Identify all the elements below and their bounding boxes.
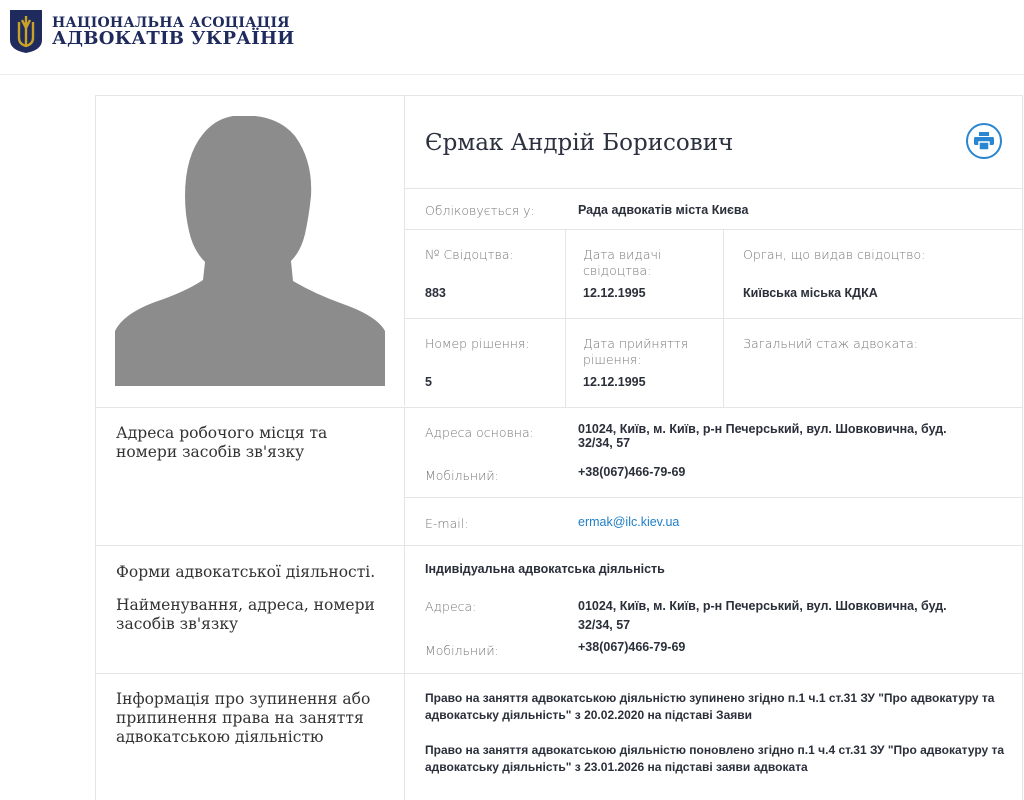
logo-line-1: НАЦІОНАЛЬНА АСОЦІАЦІЯ: [52, 15, 290, 31]
workplace-mobile-label: Мобільний:: [425, 468, 499, 483]
forms-details: [405, 546, 1022, 673]
forms-title-1: Форми адвокатської діяльності.: [116, 563, 376, 581]
workplace-contacts: [405, 408, 1022, 498]
cert-date-label: Дата видачі свідоцтва:: [583, 247, 662, 278]
workplace-email-row: [405, 498, 1022, 545]
logo-text: [52, 15, 295, 47]
forms-mobile-label: Мобільний:: [425, 643, 499, 658]
decision-row: [405, 319, 1022, 407]
emblem-icon: [8, 8, 44, 54]
photo-cell: [96, 96, 405, 406]
workplace-details: [405, 408, 1022, 545]
forms-address-value: 01024, Київ, м. Київ, р-н Печерський, вул. Шовковична, буд. 32/34, 57: [578, 599, 947, 632]
forms-title-cell: [96, 546, 405, 673]
workplace-title: Адреса робочого місця та номери засобів зв'язку: [116, 424, 328, 461]
logo-line-2: АДВОКАТІВ УКРАЇНИ: [52, 28, 295, 49]
decision-no-value: 5: [425, 375, 432, 389]
suspension-row: [96, 674, 1022, 800]
cert-issuer-label: Орган, що видав свідоцтво:: [743, 247, 926, 262]
suspension-entry-2: Право на заняття адвокатською діяльністю поновлено згідно п.1 ч.4 ст.31 ЗУ "Про адвокатуру та адвокатську діяльність" з 23.01.2026 на підставі заяви адвоката: [425, 743, 1005, 774]
print-button[interactable]: [966, 123, 1002, 159]
decision-date-value: 12.12.1995: [583, 375, 646, 389]
decision-no-label: Номер рішення:: [425, 336, 530, 351]
forms-title-2: Найменування, адреса, номери засобів зв'язку: [116, 596, 375, 633]
lawyer-name: Єрмак Андрій Борисович: [425, 130, 734, 156]
workplace-mobile-value: +38(067)466-79-69: [578, 465, 686, 479]
registered-row: [405, 189, 1022, 230]
forms-row: [96, 546, 1022, 674]
avatar-silhouette-icon: [115, 116, 385, 386]
printer-icon: [974, 132, 994, 150]
forms-mobile-value: +38(067)466-79-69: [578, 640, 686, 654]
site-header: [0, 0, 1024, 75]
registered-value: Рада адвокатів міста Києва: [578, 203, 749, 217]
workplace-title-cell: [96, 408, 405, 545]
certificate-row: [405, 230, 1022, 319]
profile-row: [96, 96, 1022, 408]
suspension-entry-1: Право на заняття адвокатською діяльністю зупинено згідно п.1 ч.1 ст.31 ЗУ "Про адвокатуру та адвокатську діяльність" з 20.02.2020 на підставі Заяви: [425, 691, 995, 722]
workplace-address-label: Адреса основна:: [425, 425, 534, 440]
cert-date-value: 12.12.1995: [583, 286, 646, 300]
email-link[interactable]: ermak@ilc.kiev.ua: [578, 515, 680, 529]
name-row: [405, 96, 1022, 189]
workplace-row: [96, 408, 1022, 546]
workplace-address-value: 01024, Київ, м. Київ, р-н Печерський, вул. Шовковична, буд. 32/34, 57: [578, 422, 947, 450]
lawyer-card: [95, 95, 1023, 800]
cert-issuer-value: Київська міська КДКА: [743, 286, 878, 300]
profile-details: [405, 96, 1022, 407]
experience-label: Загальний стаж адвоката:: [743, 336, 919, 351]
form-value: Індивідуальна адвокатська діяльність: [425, 562, 665, 576]
decision-date-label: Дата прийняття рішення:: [583, 336, 689, 367]
suspension-details: [405, 674, 1022, 800]
suspension-title-cell: [96, 674, 405, 800]
registered-label: Обліковується у:: [425, 203, 535, 218]
site-logo[interactable]: [8, 8, 295, 54]
cert-no-label: № Свідоцтва:: [425, 247, 514, 262]
email-label: E-mail:: [425, 516, 469, 531]
forms-address-label: Адреса:: [425, 599, 477, 614]
cert-no-value: 883: [425, 286, 446, 300]
suspension-title: Інформація про зупинення або припинення права на заняття адвокатською діяльністю: [116, 690, 371, 746]
